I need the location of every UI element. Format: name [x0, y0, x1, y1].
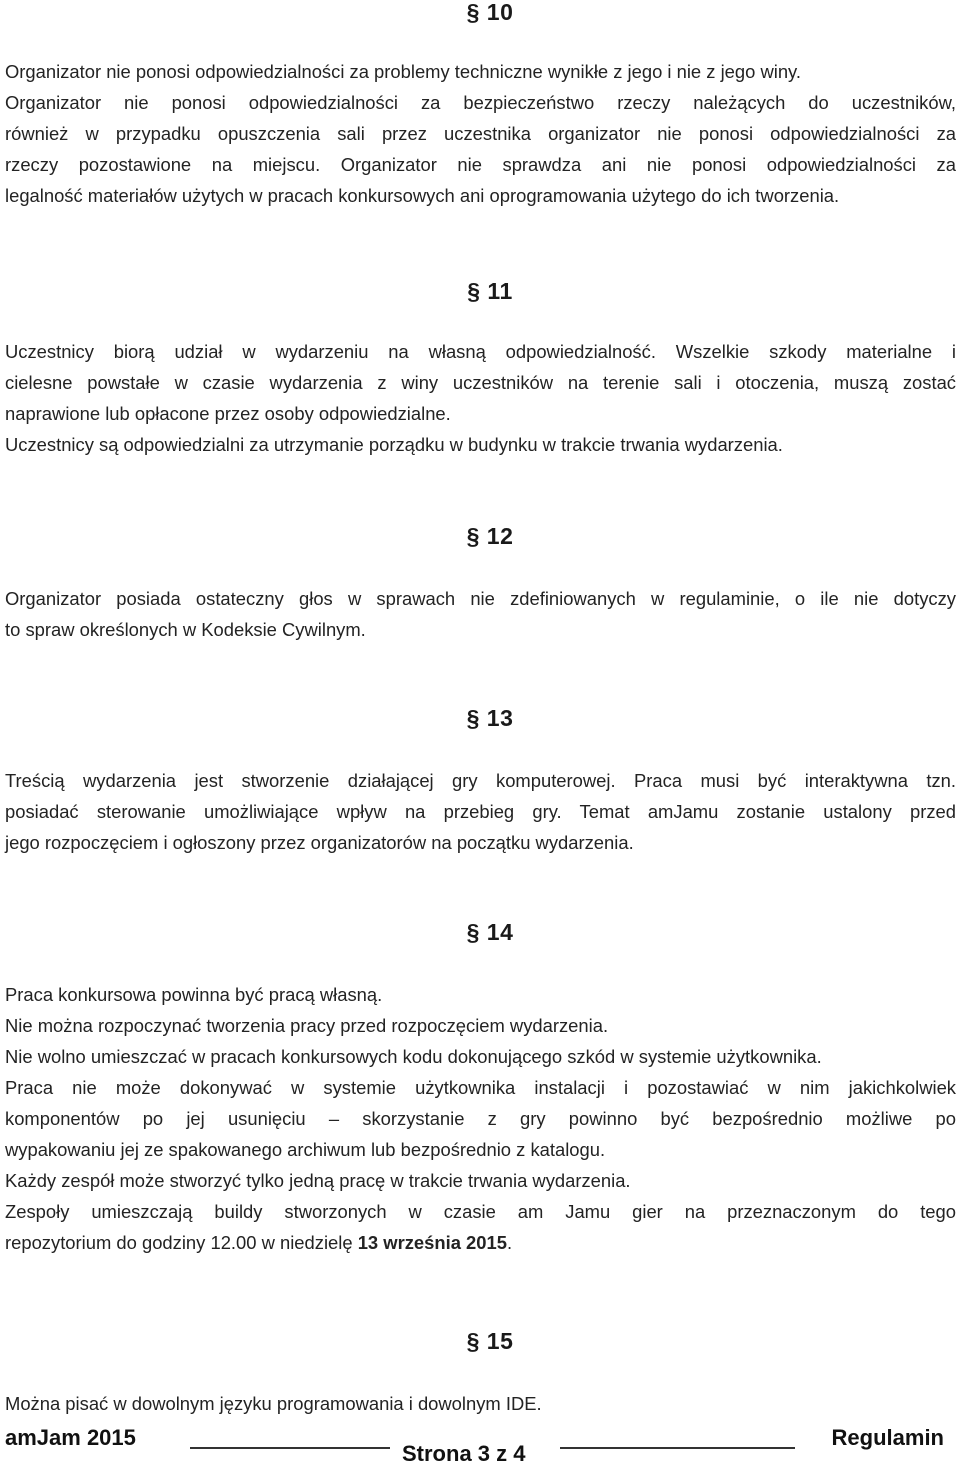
paragraph-line: Każdy zespół może stworzyć tylko jedną pracę w trakcie trwania wydarzenia.: [5, 1170, 631, 1191]
paragraph-line: Organizator posiada ostateczny głos w sprawach nie zdefiniowanych w regulaminie, o ile nie dotyczy: [5, 588, 956, 609]
paragraph-line: posiadać sterowanie umożliwiające wpływ na przebieg gry. Temat amJamu zostanie ustalony przed: [5, 801, 956, 822]
section-heading-12: § 12: [466, 523, 514, 549]
deadline-period: .: [506, 1232, 513, 1253]
section-heading-14: § 14: [466, 919, 514, 945]
paragraph-line: komponentów po jej usunięciu – skorzystanie z gry powinno być bezpośrednio możliwe po: [5, 1108, 956, 1129]
paragraph-line: Organizator nie ponosi odpowiedzialności za bezpieczeństwo rzeczy należących do uczestników,: [5, 92, 956, 113]
paragraph-line: naprawione lub opłacone przez osoby odpowiedzialne.: [5, 403, 451, 424]
section-12-body: [5, 583, 956, 645]
paragraph-line: Zespoły umieszczają buildy stworzonych w czasie am Jamu gier na przeznaczonym do tego: [5, 1201, 956, 1222]
paragraph-line: Można pisać w dowolnym języku programowania i dowolnym IDE.: [5, 1393, 542, 1414]
section-15-body: [5, 1388, 956, 1419]
paragraph-line: Praca nie może dokonywać w systemie użytkownika instalacji i pozostawiać w nim jakichkolwiek: [5, 1077, 956, 1098]
section-heading-10: § 10: [466, 0, 514, 25]
footer-event-name: amJam 2015: [5, 1425, 136, 1450]
section-13-body: [5, 765, 956, 858]
paragraph-line: również w przypadku opuszczenia sali przez uczestnika organizator nie ponosi odpowiedzialności za: [5, 123, 956, 144]
paragraph-line: to spraw określonych w Kodeksie Cywilnym.: [5, 619, 366, 640]
deadline-date: 13 września 2015: [357, 1232, 507, 1253]
paragraph-line: Uczestnicy biorą udział w wydarzeniu na własną odpowiedzialność. Wszelkie szkody materialne i: [5, 341, 956, 362]
footer-divider-right: [560, 1447, 795, 1449]
section-heading-11: § 11: [467, 278, 513, 304]
paragraph-line-deadline: [5, 1227, 956, 1258]
section-heading-13: § 13: [466, 705, 514, 731]
paragraph-line: Nie wolno umieszczać w pracach konkursowych kodu dokonującego szkód w systemie użytkownika.: [5, 1046, 822, 1067]
paragraph-line: cielesne powstałe w czasie wydarzenia z winy uczestników na terenie sali i otoczenia, muszą zostać: [5, 372, 956, 393]
paragraph-line: Treścią wydarzenia jest stworzenie działającej gry komputerowej. Praca musi być interaktywna tzn.: [5, 770, 956, 791]
footer-document-title: Regulamin: [831, 1425, 944, 1450]
footer-divider-left: [190, 1447, 390, 1449]
paragraph-line: Uczestnicy są odpowiedzialni za utrzymanie porządku w budynku w trakcie trwania wydarzenia.: [5, 434, 783, 455]
deadline-text: repozytorium do godziny 12.00 w niedzielę: [5, 1232, 358, 1253]
paragraph-line: wypakowaniu jej ze spakowanego archiwum lub bezpośrednio z katalogu.: [5, 1139, 606, 1160]
paragraph-line: legalność materiałów użytych w pracach konkursowych ani oprogramowania użytego do ich tworzenia.: [5, 185, 840, 206]
section-10-body: [5, 56, 956, 211]
paragraph-line: rzeczy pozostawione na miejscu. Organizator nie sprawdza ani nie ponosi odpowiedzialności za: [5, 154, 956, 175]
paragraph-line: Nie można rozpoczynać tworzenia pracy przed rozpoczęciem wydarzenia.: [5, 1015, 609, 1036]
paragraph-line: Organizator nie ponosi odpowiedzialności za problemy techniczne wynikłe z jego i nie z jego winy.: [5, 61, 801, 82]
paragraph-line: jego rozpoczęciem i ogłoszony przez organizatorów na początku wydarzenia.: [5, 832, 634, 853]
paragraph-line: Praca konkursowa powinna być pracą własną.: [5, 984, 383, 1005]
section-14-body: [5, 979, 956, 1258]
footer-page-number: Strona 3 z 4: [402, 1441, 526, 1466]
section-11-body: [5, 336, 956, 460]
section-heading-15: § 15: [466, 1328, 514, 1354]
